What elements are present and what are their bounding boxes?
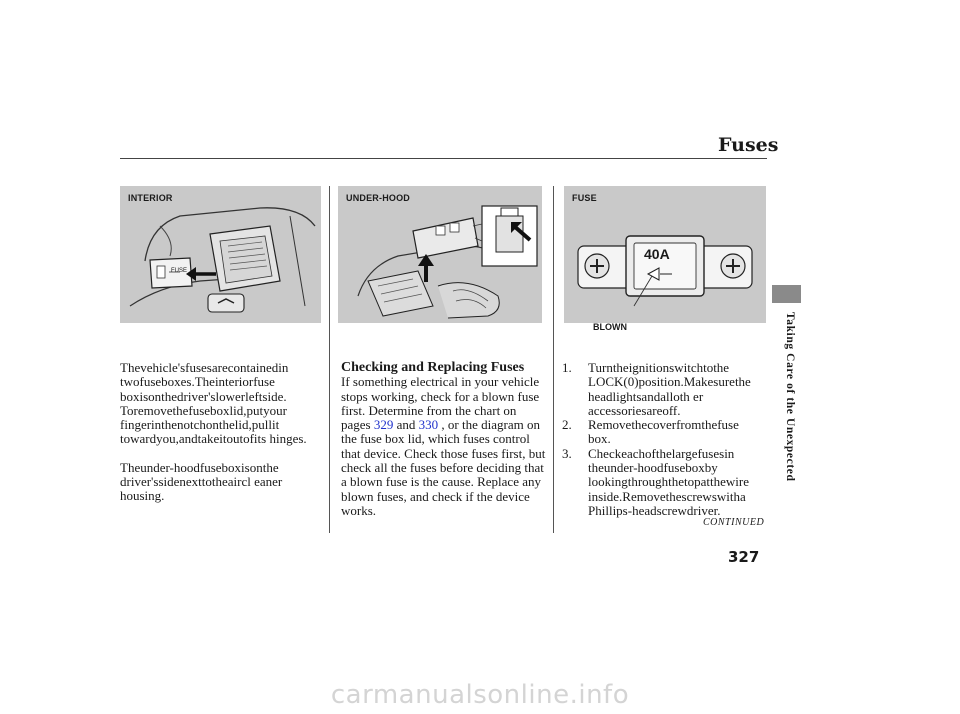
inset-label: FUSE [171,268,188,274]
steps-column [562,361,762,518]
header-rule [120,158,767,159]
step-number: 1. [562,360,572,375]
watermark: carmanualsonline.info [330,680,630,710]
page-number: 327 [728,548,760,566]
figure-label: UNDER-HOOD [346,193,410,203]
section-tab-marker [772,285,801,303]
intro-column [120,361,320,504]
continued-label: CONTINUED [703,517,765,528]
intro-paragraph: Thevehicle'sfusesarecontainedin twofuseboxes.Theinteriorfuse boxisonthedriver'slowerleftside. Toremovethefuseboxlid,putyour fingerinthenotchonthelid,pullit towardyou,andtakeitoutofits hinges. [120,360,307,447]
checking-column [341,361,546,518]
interior-illustration [120,186,321,323]
step-text: Checkeachofthelargefusesin theunder-hoodfuseboxby lookingthroughthetopatthewire inside.Removethescrewswitha Phillips-headscrewdriver. [588,445,750,518]
section-tab-label: Taking Care of the Unexpected [784,312,796,482]
figure-label: INTERIOR [128,193,173,203]
fuse-figure [564,186,766,323]
column-divider [329,186,330,533]
underhood-figure [338,186,542,323]
step-item [562,418,762,447]
step-text: Turntheignitionswitchtothe LOCK(0)position.Makesurethe headlightsandalloth er accessoriesareoff. [588,360,751,418]
page-title: Fuses [718,134,779,156]
underhood-paragraph: Theunder-hoodfuseboxisonthe driver'ssidenexttotheaircl eaner housing. [120,459,283,504]
step-item [562,361,762,418]
checking-paragraph [341,375,546,518]
paragraph-text: If something electrical in your vehicle stops working, check for a blown fuse first. Determine from the chart on pages [341,374,540,433]
figure-label: FUSE [572,193,597,203]
step-text: Removethecoverfromthefuse box. [588,417,739,447]
paragraph-text: , or the diagram on the fuse box lid, which fuses control that device. Check those fuses first, but check all the fuses before deciding that a blown fuse is the cause. Replace any blown fuses, and check if the device works. [341,417,546,518]
column-divider [553,186,554,533]
page-link-329[interactable]: 329 [373,417,394,433]
section-heading: Checking and Replacing Fuses [341,360,525,375]
fuse-rating: 40A [644,246,670,262]
step-item [562,447,762,518]
underhood-illustration [338,186,542,323]
blown-label: BLOWN [593,322,627,332]
interior-figure [120,186,321,323]
step-number: 3. [562,445,572,461]
steps-list [562,361,762,518]
page-link-330[interactable]: 330 [418,417,439,433]
paragraph-text: and [396,417,416,433]
step-number: 2. [562,417,572,433]
section-tab [784,312,798,544]
